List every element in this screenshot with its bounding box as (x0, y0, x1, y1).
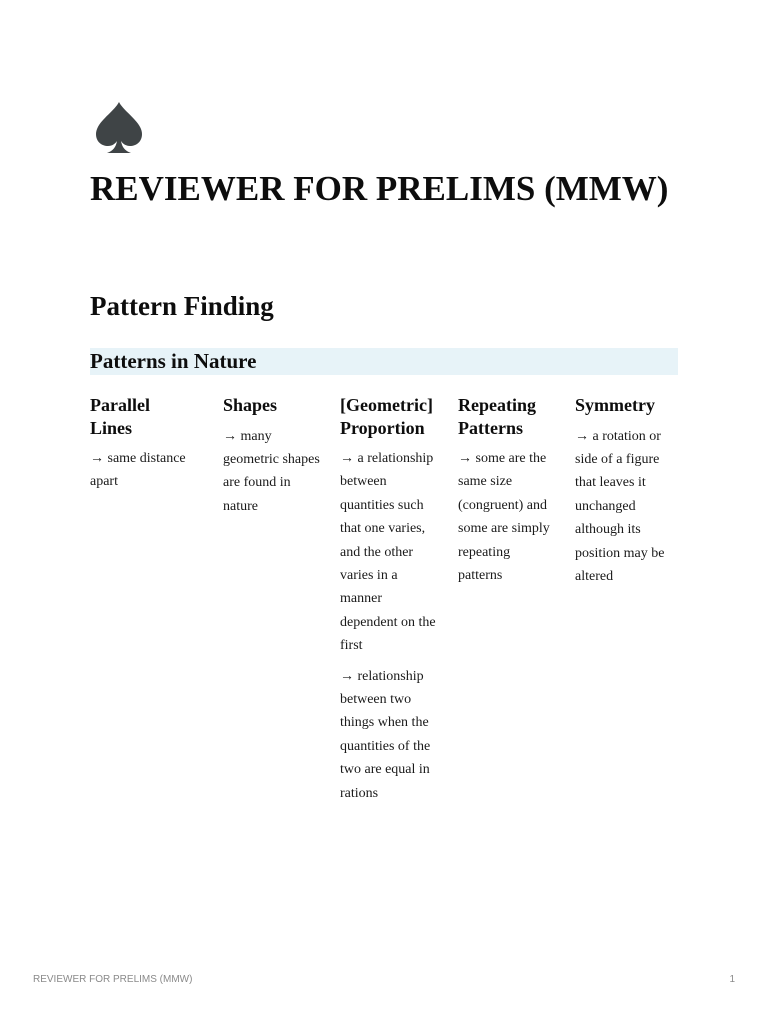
column-text: → some are the same size (congruent) and some are simply repeating patterns (458, 451, 550, 584)
column-shapes (223, 394, 321, 518)
column-geometric-proportion (340, 394, 440, 805)
column-title: Symmetry (575, 395, 655, 415)
column-text: → many geometric shapes are found in nature (223, 428, 320, 514)
column-title: [Geometric] Proportion (340, 395, 433, 438)
column-parallel-lines (90, 394, 190, 494)
column-title: Repeating Patterns (458, 395, 536, 438)
page-number: 1 (729, 974, 735, 985)
page-icon (94, 100, 144, 156)
column-symmetry (575, 394, 680, 588)
section-heading: Pattern Finding (90, 291, 274, 321)
document-title: REVIEWER FOR PRELIMS (MMW) (90, 169, 669, 208)
column-text: → a rotation or side of a figure that leaves it unchanged although its position may be altered (575, 428, 665, 584)
column-title: Parallel Lines (90, 395, 150, 438)
subsection-heading: Patterns in Nature (90, 348, 678, 375)
column-title: Shapes (223, 395, 278, 415)
footer-title: REVIEWER FOR PRELIMS (MMW) (33, 974, 193, 985)
column-repeating-patterns (458, 394, 552, 587)
column-text: → same distance apart (90, 451, 186, 490)
spade-icon (94, 100, 144, 156)
column-text: → a relationship between quantities such that one varies, and the other varies in a manner dependent on the first (340, 451, 436, 654)
column-text: → relationship between two things when the quantities of the two are equal in rations (340, 668, 431, 801)
